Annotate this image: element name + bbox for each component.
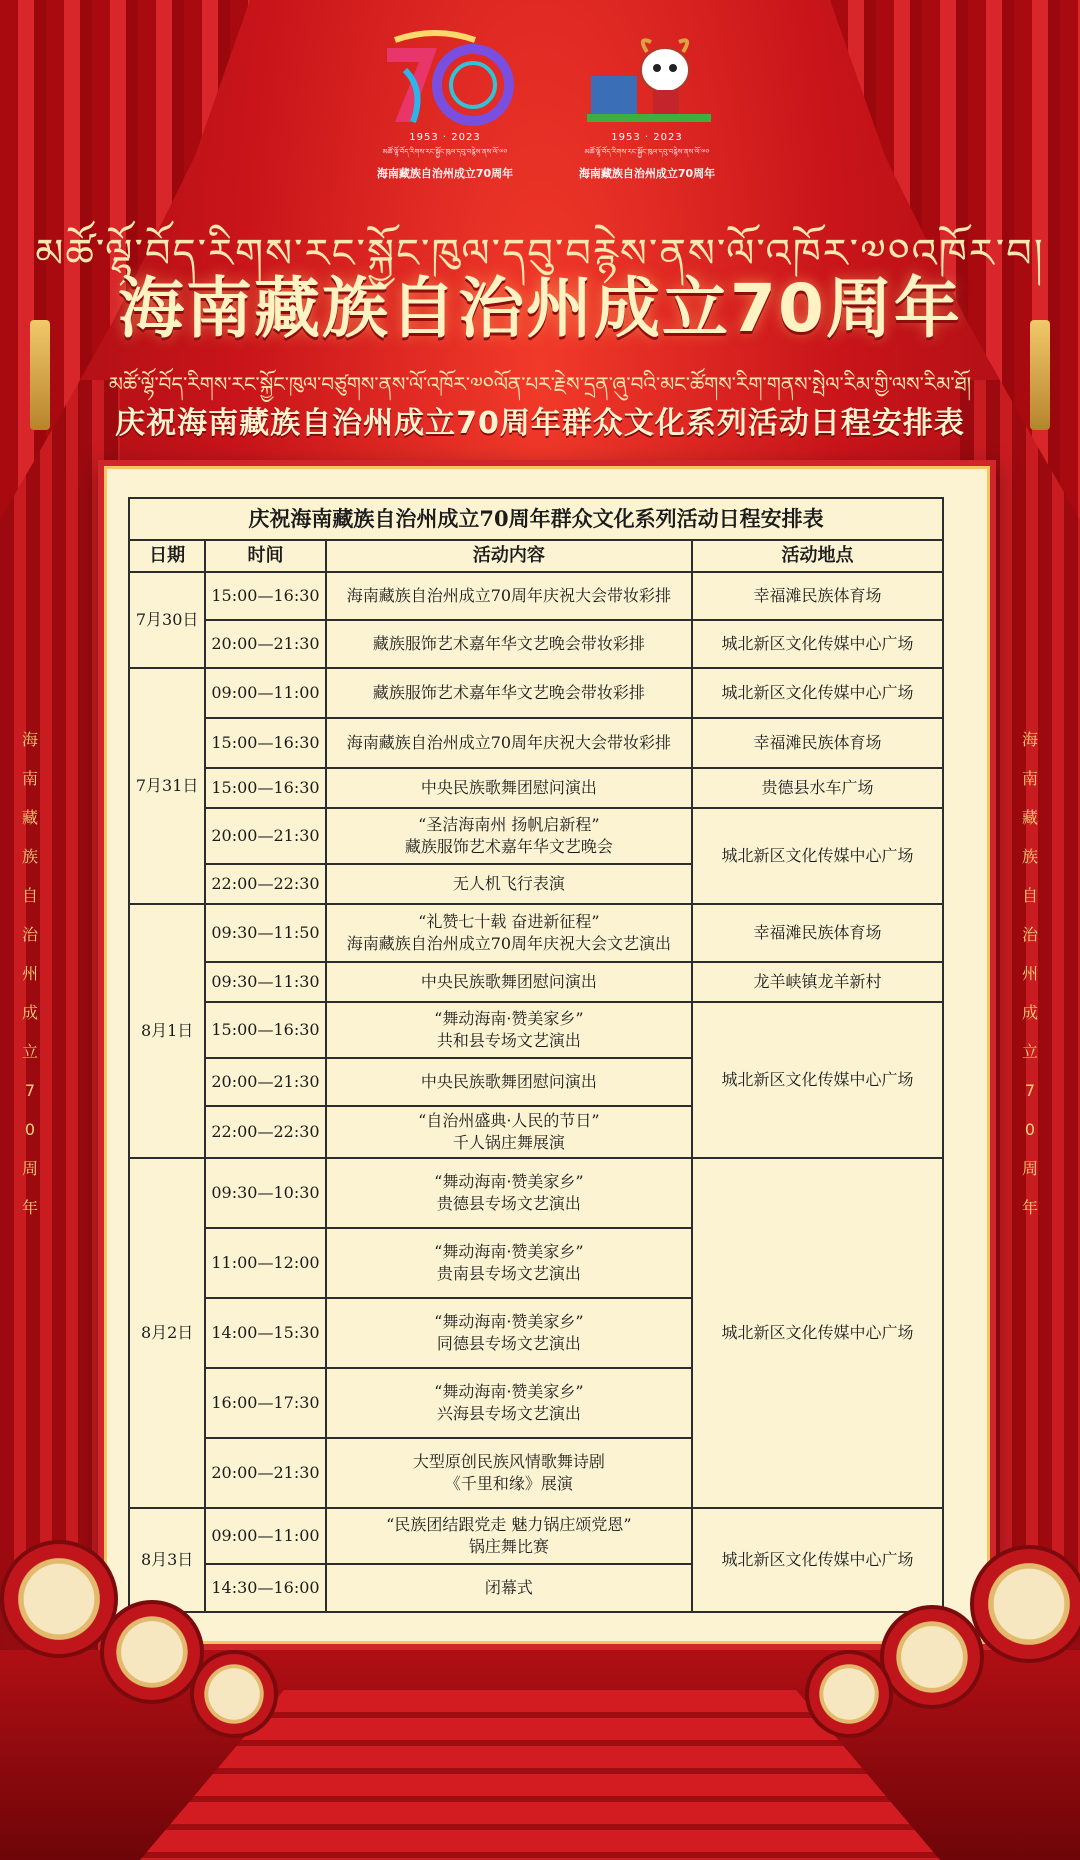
drum-icon xyxy=(100,1600,204,1704)
activity-cell: “舞动海南·赞美家乡” 兴海县专场文艺演出 xyxy=(326,1368,692,1438)
table-caption: 庆祝海南藏族自治州成立70周年群众文化系列活动日程安排表 xyxy=(128,497,944,539)
activity-cell: 中央民族歌舞团慰问演出 xyxy=(326,768,692,808)
header-date: 日期 xyxy=(129,540,205,572)
location-cell: 幸福滩民族体育场 xyxy=(692,572,943,620)
table-row xyxy=(129,904,943,962)
location-cell: 城北新区文化传媒中心广场 xyxy=(692,620,943,668)
time-cell: 20:00—21:30 xyxy=(205,1058,325,1106)
activity-cell: “自治州盛典·人民的节日” 千人锅庄舞展演 xyxy=(326,1106,692,1158)
location-cell: 城北新区文化传媒中心广场 xyxy=(692,1508,943,1612)
time-cell: 20:00—21:30 xyxy=(205,808,325,864)
table-row xyxy=(129,572,943,620)
activity-cell: 无人机飞行表演 xyxy=(326,864,692,904)
table-row xyxy=(129,1158,943,1228)
location-cell: 城北新区文化传媒中心广场 xyxy=(692,668,943,718)
page-subtitle: 庆祝海南藏族自治州成立70周年群众文化系列活动日程安排表 xyxy=(115,406,965,441)
activity-cell: 海南藏族自治州成立70周年庆祝大会带妆彩排 xyxy=(326,718,692,768)
drum-icon xyxy=(970,1545,1080,1663)
time-cell: 20:00—21:30 xyxy=(205,1438,325,1508)
time-cell: 11:00—12:00 xyxy=(205,1228,325,1298)
table-row xyxy=(129,962,943,1002)
anniversary-logo-70: 1953 · 2023 མཚོ་ལྷོ་བོད་རིགས་རང་སྐྱོང་ཁུལ་དབུ་བརྙེས་ནས་ལོ་༧༠ 海南藏族自治州成立70周年 xyxy=(370,30,520,181)
activity-cell: “舞动海南·赞美家乡” 贵南县专场文艺演出 xyxy=(326,1228,692,1298)
drum-icon xyxy=(805,1650,893,1738)
time-cell: 22:00—22:30 xyxy=(205,1106,325,1158)
goat-mascot-icon xyxy=(572,30,722,130)
location-cell: 贵德县水车广场 xyxy=(692,768,943,808)
activity-cell: 闭幕式 xyxy=(326,1564,692,1612)
table-row xyxy=(129,668,943,718)
activity-cell: 海南藏族自治州成立70周年庆祝大会带妆彩排 xyxy=(326,572,692,620)
location-cell: 幸福滩民族体育场 xyxy=(692,718,943,768)
activity-cell: “礼赞七十载 奋进新征程” 海南藏族自治州成立70周年庆祝大会文艺演出 xyxy=(326,904,692,962)
time-cell: 16:00—17:30 xyxy=(205,1368,325,1438)
time-cell: 09:30—10:30 xyxy=(205,1158,325,1228)
time-cell: 15:00—16:30 xyxy=(205,572,325,620)
activity-cell: “民族团结跟党走 魅力锅庄颂党恩” 锅庄舞比赛 xyxy=(326,1508,692,1564)
time-cell: 09:00—11:00 xyxy=(205,668,325,718)
table-row xyxy=(129,768,943,808)
schedule-table xyxy=(128,497,944,1613)
table-row xyxy=(129,1002,943,1058)
table-row xyxy=(129,1508,943,1564)
table-header-row xyxy=(129,540,943,572)
header-activity: 活动内容 xyxy=(326,540,692,572)
seventy-emblem-icon xyxy=(370,30,520,130)
table-row xyxy=(129,808,943,864)
date-cell: 8月3日 xyxy=(129,1508,205,1612)
activity-cell: 中央民族歌舞团慰问演出 xyxy=(326,962,692,1002)
time-cell: 09:30—11:30 xyxy=(205,962,325,1002)
activity-cell: 大型原创民族风情歌舞诗剧 《千里和缘》展演 xyxy=(326,1438,692,1508)
location-cell: 城北新区文化传媒中心广场 xyxy=(692,1002,943,1158)
activity-cell: “舞动海南·赞美家乡” 共和县专场文艺演出 xyxy=(326,1002,692,1058)
left-vertical-text: 海 南 藏 族 自 治 州 成 立 7 0 周 年 xyxy=(21,730,38,1217)
date-cell: 8月1日 xyxy=(129,904,205,1158)
time-cell: 20:00—21:30 xyxy=(205,620,325,668)
location-cell: 城北新区文化传媒中心广场 xyxy=(692,808,943,904)
time-cell: 22:00—22:30 xyxy=(205,864,325,904)
tibetan-title: མཚོ་ལྷོ་བོད་རིགས་རང་སྐྱོང་ཁུལ་དབུ་བརྙེས་ནས་ལོ་འཁོར་༧༠འཁོར་བ། xyxy=(35,231,1045,277)
time-cell: 15:00—16:30 xyxy=(205,1002,325,1058)
time-cell: 14:00—15:30 xyxy=(205,1298,325,1368)
activity-cell: 藏族服饰艺术嘉年华文艺晚会带妆彩排 xyxy=(326,668,692,718)
activity-cell: “圣洁海南州 扬帆启新程” 藏族服饰艺术嘉年华文艺晚会 xyxy=(326,808,692,864)
date-cell: 7月30日 xyxy=(129,572,205,668)
activity-cell: 中央民族歌舞团慰问演出 xyxy=(326,1058,692,1106)
activity-cell: “舞动海南·赞美家乡” 同德县专场文艺演出 xyxy=(326,1298,692,1368)
drum-icon xyxy=(190,1650,278,1738)
time-cell: 14:30—16:00 xyxy=(205,1564,325,1612)
header-time: 时间 xyxy=(205,540,325,572)
time-cell: 09:30—11:50 xyxy=(205,904,325,962)
activity-cell: “舞动海南·赞美家乡” 贵德县专场文艺演出 xyxy=(326,1158,692,1228)
right-vertical-text: 海 南 藏 族 自 治 州 成 立 7 0 周 年 xyxy=(1021,730,1038,1217)
time-cell: 09:00—11:00 xyxy=(205,1508,325,1564)
time-cell: 15:00—16:30 xyxy=(205,718,325,768)
drum-icon xyxy=(880,1605,984,1709)
date-cell: 8月2日 xyxy=(129,1158,205,1508)
page-title: 海南藏族自治州成立70周年 xyxy=(118,270,962,347)
activity-cell: 藏族服饰艺术嘉年华文艺晚会带妆彩排 xyxy=(326,620,692,668)
location-cell: 龙羊峡镇龙羊新村 xyxy=(692,962,943,1002)
time-cell: 15:00—16:30 xyxy=(205,768,325,808)
table-row xyxy=(129,718,943,768)
date-cell: 7月31日 xyxy=(129,668,205,904)
header-location: 活动地点 xyxy=(692,540,943,572)
location-cell: 城北新区文化传媒中心广场 xyxy=(692,1158,943,1508)
location-cell: 幸福滩民族体育场 xyxy=(692,904,943,962)
table-row xyxy=(129,620,943,668)
tibetan-subtitle: མཚོ་ལྷོ་བོད་རིགས་རང་སྐྱོང་ཁུལ་བཙུགས་ནས་ལོ་འཁོར་༧༠ལོན་པར་རྗེས་དྲན་ཞུ་བའི་མང་ཚོགས་རིག་གནས་སྤེལ་རིམ་གྱི་ལས་རིམ་ཐོ། xyxy=(108,372,972,396)
mascot-logo: 1953 · 2023 མཚོ་ལྷོ་བོད་རིགས་རང་སྐྱོང་ཁུལ་དབུ་བརྙེས་ནས་ལོ་༧༠ 海南藏族自治州成立70周年 xyxy=(572,30,722,181)
